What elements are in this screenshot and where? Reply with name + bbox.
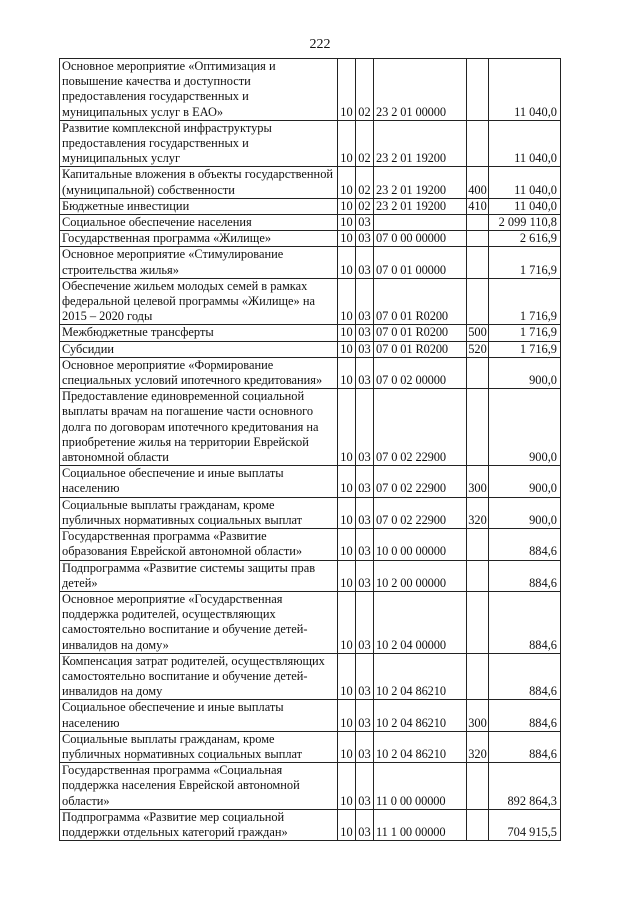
page-number: 222 [309,37,331,52]
row-section-code: 10 [338,231,356,247]
table-row [60,120,561,167]
row-name: Развитие комплексной инфраструктуры предоставления государственных и муниципальных услуг [60,120,338,167]
row-expense-type-code: 320 [467,731,489,762]
row-target-article-code: 10 2 04 86210 [374,731,467,762]
row-subsection-code: 03 [356,497,374,528]
table-row [60,325,561,341]
row-section-code: 10 [338,653,356,700]
row-subsection-code: 03 [356,700,374,731]
row-name: Основное мероприятие «Стимулирование строительства жилья» [60,247,338,278]
row-subsection-code: 02 [356,198,374,214]
row-subsection-code: 03 [356,341,374,357]
row-target-article-code: 10 2 04 86210 [374,700,467,731]
table-row [60,700,561,731]
row-section-code: 10 [338,247,356,278]
row-subsection-code: 03 [356,247,374,278]
table-row [60,357,561,388]
row-section-code: 10 [338,389,356,466]
row-target-article-code: 07 0 01 R0200 [374,341,467,357]
table-row [60,731,561,762]
row-name: Бюджетные инвестиции [60,198,338,214]
row-amount: 1 716,9 [489,341,561,357]
row-expense-type-code [467,231,489,247]
row-expense-type-code [467,529,489,560]
row-section-code: 10 [338,731,356,762]
row-expense-type-code: 300 [467,466,489,497]
row-subsection-code: 03 [356,653,374,700]
row-subsection-code: 03 [356,389,374,466]
row-section-code: 10 [338,278,356,325]
table-row [60,247,561,278]
row-name: Основное мероприятие «Оптимизация и повышение качества и доступности предоставления государственных и муниципальных услуг в ЕАО» [60,59,338,121]
row-target-article-code: 23 2 01 19200 [374,120,467,167]
table-row [60,59,561,121]
row-name: Подпрограмма «Развитие системы защиты прав детей» [60,560,338,591]
table-row [60,389,561,466]
row-name: Социальные выплаты гражданам, кроме публичных нормативных социальных выплат [60,731,338,762]
row-expense-type-code [467,560,489,591]
row-amount: 11 040,0 [489,167,561,198]
table-row [60,167,561,198]
row-target-article-code: 07 0 02 22900 [374,497,467,528]
table-row [60,809,561,840]
row-target-article-code: 07 0 02 22900 [374,389,467,466]
row-target-article-code: 07 0 01 R0200 [374,325,467,341]
row-section-code: 10 [338,120,356,167]
row-expense-type-code: 410 [468,198,487,213]
row-amount: 884,6 [489,731,561,762]
row-section-code: 10 [338,167,356,198]
row-amount: 2 616,9 [489,231,561,247]
row-expense-type-code [467,59,489,121]
table-row [60,529,561,560]
row-target-article-code: 07 0 00 00000 [374,231,467,247]
row-subsection-code: 03 [356,591,374,653]
row-amount: 884,6 [489,560,561,591]
row-name: Основное мероприятие «Формирование специальных условий ипотечного кредитования» [60,357,338,388]
row-name: Социальное обеспечение и иные выплаты населению [60,700,338,731]
row-target-article-code: 07 0 02 22900 [374,466,467,497]
row-section-code: 10 [338,529,356,560]
row-name: Государственная программа «Развитие образования Еврейской автономной области» [60,529,338,560]
row-name: Подпрограмма «Развитие мер социальной поддержки отдельных категорий граждан» [60,809,338,840]
row-subsection-code: 03 [356,231,374,247]
row-target-article-code: 10 2 04 86210 [374,653,467,700]
row-target-article-code: 10 2 04 00000 [374,591,467,653]
row-subsection-code: 03 [356,809,374,840]
row-name: Государственная программа «Социальная поддержка населения Еврейской автономной области» [60,763,338,810]
row-subsection-code: 03 [356,278,374,325]
row-target-article-code: 07 0 01 00000 [374,247,467,278]
row-section-code: 10 [338,560,356,591]
row-section-code: 10 [338,466,356,497]
budget-table-body [60,59,561,841]
row-target-article-code: 10 0 00 00000 [374,529,467,560]
row-expense-type-code [467,763,489,810]
row-name: Субсидии [60,341,338,357]
row-amount: 884,6 [489,529,561,560]
row-section-code: 10 [338,763,356,810]
row-target-article-code: 10 2 00 00000 [374,560,467,591]
row-amount: 900,0 [489,357,561,388]
table-row [60,560,561,591]
row-expense-type-code [467,247,489,278]
row-name: Компенсация затрат родителей, осуществляющих самостоятельно воспитание и обучение детей-инвалидов на дому [60,653,338,700]
row-subsection-code: 03 [356,325,374,341]
row-name: Межбюджетные трансферты [60,325,338,341]
row-section-code: 10 [338,215,356,231]
row-expense-type-code [467,653,489,700]
row-amount: 1 716,9 [489,247,561,278]
row-expense-type-code: 300 [467,700,489,731]
row-section-code: 10 [338,341,356,357]
row-amount: 900,0 [489,389,561,466]
row-subsection-code: 02 [356,59,374,121]
row-subsection-code: 02 [356,167,374,198]
row-amount: 900,0 [489,497,561,528]
row-name: Государственная программа «Жилище» [60,231,338,247]
row-expense-type-code: 320 [467,497,489,528]
row-section-code: 10 [338,325,356,341]
row-amount: 11 040,0 [489,59,561,121]
row-expense-type-code: 520 [468,341,487,356]
table-row [60,215,561,231]
row-name: Социальное обеспечение населения [60,215,338,231]
row-subsection-code: 03 [356,466,374,497]
row-amount: 884,6 [489,591,561,653]
row-name: Социальные выплаты гражданам, кроме публичных нормативных социальных выплат [60,497,338,528]
row-name: Предоставление единовременной социальной выплаты врачам на погашение части основного долга по договорам ипотечного кредитования на приобретение жилья на территории Еврейской автономной области [60,389,338,466]
row-expense-type-code [467,278,489,325]
row-section-code: 10 [338,357,356,388]
row-target-article-code: 23 2 01 19200 [374,198,467,214]
row-amount: 1 716,9 [489,278,561,325]
row-section-code: 10 [338,198,356,214]
row-name: Капитальные вложения в объекты государственной (муниципальной) собственности [60,167,338,198]
row-subsection-code: 02 [356,120,374,167]
row-target-article-code: 23 2 01 00000 [374,59,467,121]
row-expense-type-code [467,120,489,167]
row-expense-type-code: 500 [468,325,487,340]
row-subsection-code: 03 [356,731,374,762]
row-section-code: 10 [338,59,356,121]
table-row [60,591,561,653]
row-target-article-code: 11 0 00 00000 [374,763,467,810]
row-amount: 892 864,3 [489,763,561,810]
row-subsection-code: 03 [356,529,374,560]
row-amount: 884,6 [489,700,561,731]
row-target-article-code: 07 0 01 R0200 [374,278,467,325]
row-amount: 1 716,9 [489,325,561,341]
row-target-article-code: 11 1 00 00000 [374,809,467,840]
row-amount: 2 099 110,8 [489,215,561,231]
row-section-code: 10 [338,497,356,528]
row-amount: 704 915,5 [489,809,561,840]
row-amount: 11 040,0 [489,198,561,214]
row-subsection-code: 03 [356,215,374,231]
row-name: Социальное обеспечение и иные выплаты населению [60,466,338,497]
row-name: Основное мероприятие «Государственная поддержка родителей, осуществляющих самостоятельно воспитание и обучение детей-инвалидов на дому» [60,591,338,653]
row-expense-type-code [467,215,489,231]
table-row [60,497,561,528]
row-amount: 884,6 [489,653,561,700]
row-target-article-code: 23 2 01 19200 [374,167,467,198]
row-expense-type-code: 400 [467,167,489,198]
row-target-article-code [374,215,467,231]
table-row [60,278,561,325]
table-row [60,763,561,810]
row-target-article-code: 07 0 02 00000 [374,357,467,388]
table-row [60,231,561,247]
table-row [60,466,561,497]
budget-table [59,58,561,841]
table-row [60,653,561,700]
row-subsection-code: 03 [356,357,374,388]
row-amount: 11 040,0 [489,120,561,167]
row-section-code: 10 [338,700,356,731]
row-section-code: 10 [338,809,356,840]
row-expense-type-code [467,591,489,653]
row-name: Обеспечение жильем молодых семей в рамках федеральной целевой программы «Жилище» на 2015 – 2020 годы [60,278,338,325]
row-section-code: 10 [338,591,356,653]
row-expense-type-code [467,809,489,840]
table-row [60,341,561,357]
table-row [60,198,561,214]
row-expense-type-code [467,389,489,466]
row-subsection-code: 03 [356,763,374,810]
row-amount: 900,0 [489,466,561,497]
row-expense-type-code [467,357,489,388]
row-subsection-code: 03 [356,560,374,591]
